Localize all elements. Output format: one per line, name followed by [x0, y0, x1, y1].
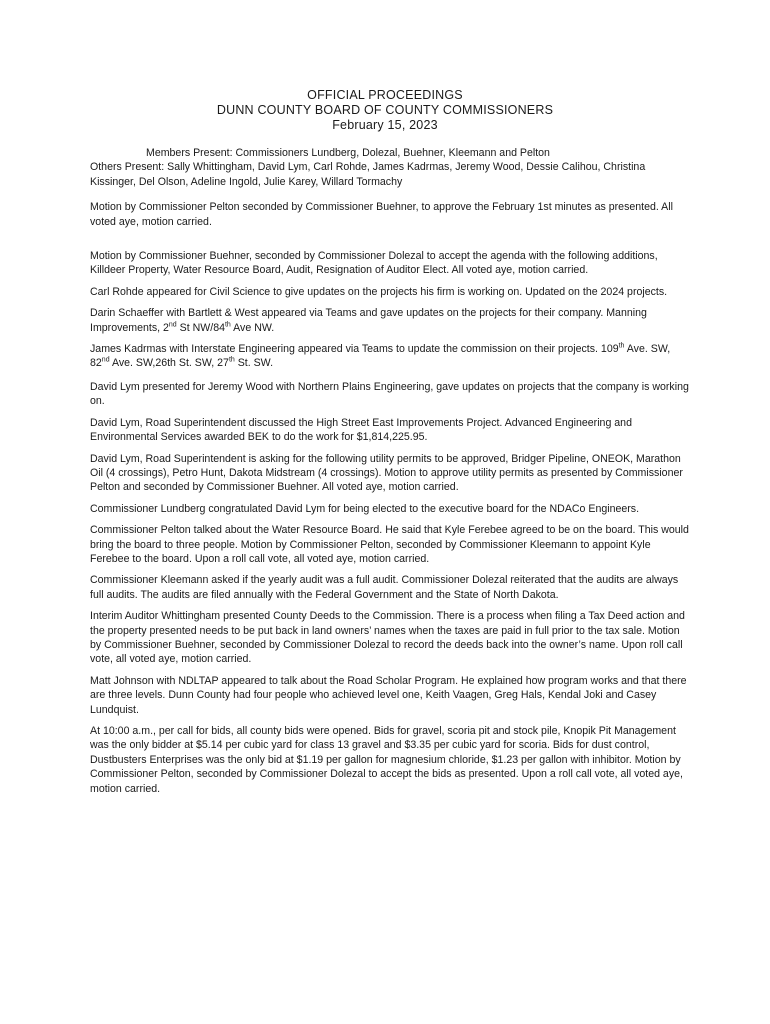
paragraph-road-scholar: Matt Johnson with NDLTAP appeared to talk about the Road Scholar Program. He explained how program works and that there are three levels. Dunn County had four people who achieved level one, Keith Vaagen, Greg Hals, Kendal Joki and Casey Lundquist. — [90, 674, 687, 716]
paragraph-water-resource-board: Commissioner Pelton talked about the Water Resource Board. He said that Kyle Ferebee agreed to be on the board. This would bring the board to three people. Motion by Commissioner Pelton, seconded by Commissioner Kleemann to appoint Kyle Ferebee to the board. Upon a roll call vote, all voted aye, motion carried. — [90, 524, 689, 565]
paragraph-bartlett-west: Darin Schaeffer with Bartlett & West appeared via Teams and gave updates on the projects for their company. Manning Improvements, 2nd St NW/84th Ave NW. — [90, 307, 647, 334]
paragraph-interstate-engineering: James Kadrmas with Interstate Engineering appeared via Teams to update the commission on their projects. 109th Ave. SW, 82nd Ave. SW,26th St. SW, 27th St. SW. — [90, 342, 671, 370]
paragraph-audit: Commissioner Kleemann asked if the yearly audit was a full audit. Commissioner Dolezal reiterated that the audits are always full audits. The audits are filed annually with the Federal Government and the State of North Dakota. — [90, 574, 679, 601]
document-subtitle: DUNN COUNTY BOARD OF COUNTY COMMISSIONERS — [216, 103, 554, 117]
paragraph-county-deeds: Interim Auditor Whittingham presented County Deeds to the Commission. There is a process when filing a Tax Deed action and the property presented needs to be put back in land owners’ names when the taxes are paid in full prior to the tax sale. Motion by Commissioner Buehner, seconded by Commissioner Dolezal to record the deeds back into the owner’s name. Upon roll call vote, all voted aye, motion carried. — [90, 610, 685, 666]
paragraph-utility-permits: David Lym, Road Superintendent is asking for the following utility permits to be approved, Bridger Pipeline, ONEOK, Marathon Oil (4 crossings), Petro Hunt, Dakota Midstream (4 crossings). Motion to approve utility permits as presented by Commissioner Pelton and seconded by Commissioner Buehner. All voted aye, motion carried. — [90, 452, 683, 494]
paragraph-county-bids: At 10:00 a.m., per call for bids, all county bids were opened. Bids for gravel, scoria pit and stock pile, Knopik Pit Management was the only bidder at $5.14 per cubic yard for class 13 gravel and $3.35 per cubic yard for scoria. Bids for dust control, Dustbusters Enterprises was the only bid at $1.19 per gallon for magnesium chloride, $1.23 per gallon with inhibitor. Motion by Commissioner Pelton, seconded by Commissioner Dolezal to accept the bids as presented. Upon a roll call vote, all voted aye, motion carried. — [90, 725, 683, 795]
document-body — [90, 146, 690, 803]
attendance — [90, 146, 690, 189]
paragraph-agenda: Motion by Commissioner Buehner, seconded by Commissioner Dolezal to accept the agenda with the following additions, Killdeer Property, Water Resource Board, Audit, Resignation of Auditor Elect. All voted aye, motion carried. — [90, 250, 658, 277]
members-present: Members Present: Commissioners Lundberg, Dolezal, Buehner, Kleemann and Pelton — [146, 147, 550, 159]
meeting-date: February 15, 2023 — [332, 118, 438, 132]
paragraph-northern-plains: David Lym presented for Jeremy Wood with Northern Plains Engineering, gave updates on projects that the company is working on. — [90, 380, 689, 408]
document-title: OFFICIAL PROCEEDINGS — [307, 88, 463, 102]
paragraph-civil-science: Carl Rohde appeared for Civil Science to give updates on the projects his firm is working on. Updated on the 2024 projects. — [90, 285, 668, 298]
paragraph-ndaco-engineers: Commissioner Lundberg congratulated David Lym for being elected to the executive board for the NDACo Engineers. — [90, 502, 640, 515]
paragraph-minutes-approval: Motion by Commissioner Pelton seconded by Commissioner Buehner, to approve the February 1st minutes as presented. All voted aye, motion carried. — [90, 201, 673, 228]
others-present: Others Present: Sally Whittingham, David Lym, Carl Rohde, James Kadrmas, Jeremy Wood, Dessie Calihou, Christina Kissinger, Del Olson, Adeline Ingold, Julie Karey, Willard Tormachy — [90, 161, 646, 188]
paragraph-high-street-project: David Lym, Road Superintendent discussed the High Street East Improvements Project. Advanced Engineering and Environmental Services awarded BEK to do the work for $1,814,225.95. — [90, 416, 632, 444]
